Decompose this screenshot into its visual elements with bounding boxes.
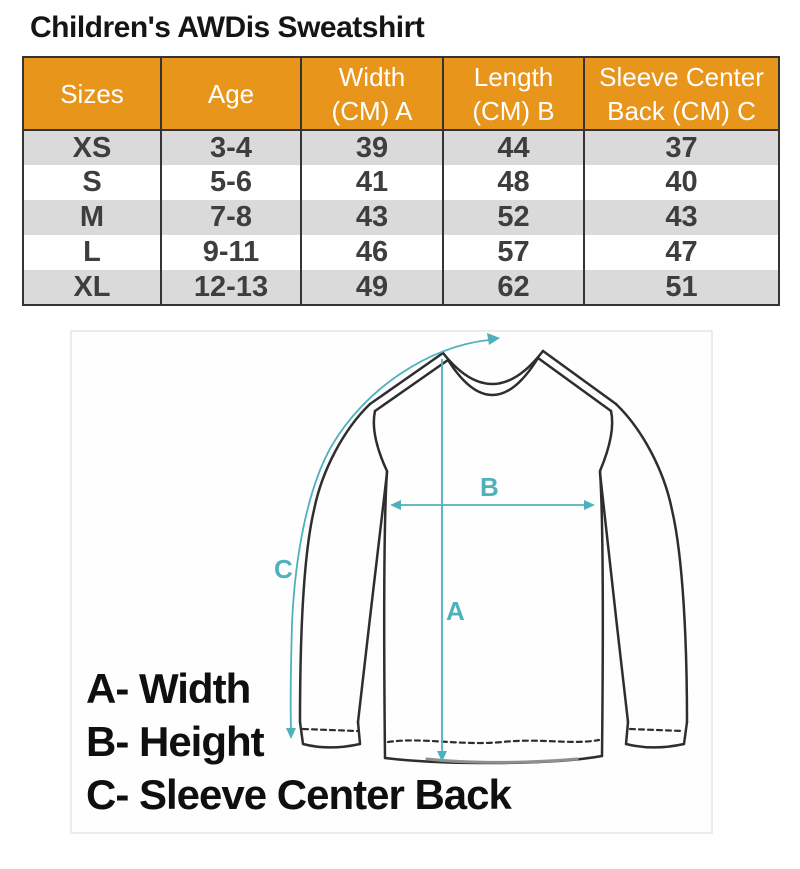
table-row [23,235,779,270]
measure-c-arrowhead-top [487,333,500,345]
legend-line-a: A- Width [86,665,251,712]
right-cuff [626,722,687,747]
length-cell: 48 [443,165,584,200]
size-cell: M [23,200,161,235]
header-sizes-label: Sizes [60,78,124,109]
collar-inner-line [448,358,538,395]
header-length-label-2: (CM) B [472,95,555,126]
page-title: Children's AWDis Sweatshirt [30,11,425,44]
size-cell: XS [23,130,161,165]
size-cell: S [23,165,161,200]
measure-b-arrowhead-right [584,500,595,510]
header-sleeve-label-2: Back (CM) C [607,95,756,126]
sleeve-cell: 51 [584,270,779,305]
size-chart-table [22,56,780,306]
length-cell: 62 [443,270,584,305]
age-cell: 9-11 [161,235,301,270]
table-row [23,165,779,200]
width-cell: 41 [301,165,443,200]
width-cell: 39 [301,130,443,165]
age-cell: 7-8 [161,200,301,235]
age-cell: 5-6 [161,165,301,200]
header-sleeve [584,57,779,130]
header-width [301,57,443,130]
age-cell: 3-4 [161,130,301,165]
legend-line-c: C- Sleeve Center Back [86,771,511,818]
size-cell: XL [23,270,161,305]
length-cell: 57 [443,235,584,270]
right-sleeve-outer [616,404,687,722]
width-cell: 43 [301,200,443,235]
header-width-label: Width [338,61,406,92]
header-length [443,57,584,130]
sleeve-cell: 43 [584,200,779,235]
header-sleeve-label: Sleeve Center [599,61,764,92]
width-cell: 46 [301,235,443,270]
size-cell: L [23,235,161,270]
age-cell: 12-13 [161,270,301,305]
right-armhole-seam [600,411,612,471]
left-armhole-seam [374,411,387,471]
collar-outer-line [443,351,543,384]
left-shoulder-line [370,353,443,404]
body-right-edge [600,471,603,756]
table-row [23,130,779,165]
header-age [161,57,301,130]
legend-line-b: B- Height [86,718,264,765]
right-sleeve-inner [600,473,628,722]
length-cell: 52 [443,200,584,235]
measure-label-a: A [446,596,465,626]
header-width-label-2: (CM) A [331,95,413,126]
sleeve-cell: 47 [584,235,779,270]
sleeve-cell: 40 [584,165,779,200]
measurement-diagram [70,330,713,834]
measure-label-c: C [274,554,293,584]
table-header-row [23,57,779,130]
table-row [23,270,779,305]
right-shoulder-line [543,351,616,404]
length-cell: 44 [443,130,584,165]
width-cell: 49 [301,270,443,305]
header-length-label: Length [473,61,554,92]
measurement-legend [86,662,511,821]
table-row [23,200,779,235]
sleeve-cell: 37 [584,130,779,165]
header-age-label: Age [207,78,255,109]
measure-label-b: B [480,472,499,502]
header-sizes [23,57,161,130]
measure-b-arrowhead-left [390,500,401,510]
right-shoulder-seam [538,358,611,411]
right-cuff-stitch [630,729,683,731]
